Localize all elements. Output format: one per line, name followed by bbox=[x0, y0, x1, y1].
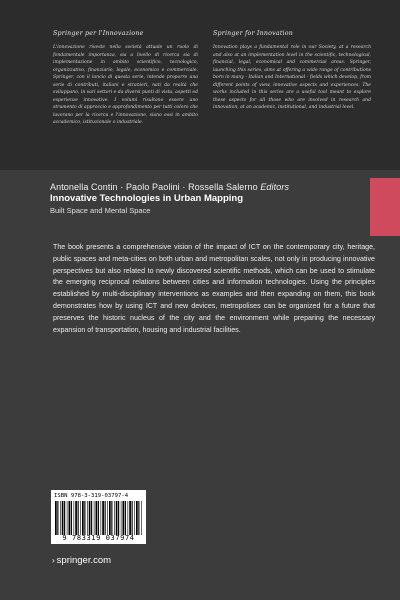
series-column-italian bbox=[53, 30, 198, 127]
barcode-bar bbox=[87, 501, 88, 535]
barcode-bar bbox=[121, 501, 122, 535]
barcode-bar bbox=[89, 501, 91, 535]
barcode-bar bbox=[98, 501, 99, 535]
book-subtitle: Built Space and Mental Space bbox=[50, 206, 151, 215]
barcode-bar bbox=[94, 501, 95, 535]
barcode-bar bbox=[78, 501, 79, 535]
barcode-bar bbox=[71, 501, 72, 535]
barcode-bar bbox=[105, 501, 106, 535]
barcode-bar bbox=[60, 501, 61, 535]
editors-label: Editors bbox=[260, 182, 290, 192]
barcode-bar bbox=[111, 501, 112, 535]
series-panel bbox=[0, 0, 400, 170]
barcode-bar bbox=[64, 501, 65, 535]
barcode-bar bbox=[55, 501, 57, 535]
book-title: Innovative Technologies in Urban Mapping bbox=[50, 193, 244, 204]
barcode-bar bbox=[84, 501, 85, 535]
barcode-bar bbox=[74, 501, 75, 535]
publisher-url: springer.com bbox=[56, 555, 112, 566]
series-text-italian: L'innovazione riveste nella società attuale un ruolo di fondamentale importanza, sia a livello di ricerca sia di implementazione in ambito scientifico, tecnologico, organizzativo, finanziario, legale, economico e commerciale. Springer, con il lancio di questa serie, intende proporre una serie di contributi, italiani e stranieri, nati da realtà che sviluppano, in vari settori e da diversi punti di vista, aspetti ed esperienze innovative. I volumi risultano essere uno strumento di approccio e approfondimento per tutti coloro che lavorano per la ricerca e l'innovazione, siano essi in ambito accademico, istituzionale o industriale. bbox=[53, 45, 198, 125]
barcode-bar bbox=[128, 501, 129, 535]
barcode-bar bbox=[123, 501, 125, 535]
barcode-bar bbox=[82, 501, 84, 535]
series-title-italian: Springer per l'Innovazione bbox=[53, 30, 144, 37]
barcode-bar bbox=[134, 501, 135, 535]
barcode-bar bbox=[96, 501, 98, 535]
barcode-bar bbox=[138, 501, 139, 535]
barcode-bar bbox=[136, 501, 138, 535]
barcode-bar bbox=[69, 501, 71, 535]
barcode-bar bbox=[118, 501, 119, 535]
barcode-bar bbox=[107, 501, 108, 535]
barcode-bar bbox=[57, 501, 58, 535]
barcode-bar bbox=[80, 501, 81, 535]
isbn-barcode bbox=[51, 490, 146, 544]
barcode-bar bbox=[114, 501, 115, 535]
series-column-english bbox=[213, 30, 371, 112]
barcode-bar bbox=[91, 501, 92, 535]
isbn-label: ISBN 978-3-319-03797-4 bbox=[54, 493, 129, 499]
barcode-bar bbox=[129, 501, 131, 535]
barcode-bar bbox=[109, 501, 111, 535]
barcode-bar bbox=[132, 501, 133, 535]
authors: Antonella Contin · Paolo Paolini · Rossella Salerno bbox=[50, 182, 258, 192]
book-header bbox=[50, 182, 350, 215]
publisher-link[interactable] bbox=[52, 555, 111, 566]
barcode-bar bbox=[125, 501, 126, 535]
series-title-english: Springer for Innovation bbox=[213, 30, 294, 37]
barcode-bar bbox=[102, 501, 104, 535]
author-line bbox=[50, 182, 350, 192]
barcode-bar bbox=[116, 501, 118, 535]
book-description: The book presents a comprehensive vision of the impact of ICT on the contemporary city, heritage, public spaces and meta-cities on both urban and metropolitan scales, not only in producing innovative perspectives but also related to newly discovered scientific methods, which can be used to stimulate the emerging reciprocal relations between cities and information technologies. Using the principles established by multi-disciplinary interventions as examples and then expanding on them, this book demonstrates how by using ICT and new devices, metropolises can be organized for a future that preserves the historic nucleus of the city and the environment while preparing the necessary expansion of transportation, housing and industrial facilities. bbox=[53, 243, 375, 334]
series-text-english: Innovation plays a fundamental role in our Society, at a research and also at an implementation level in the scientific, technological, financial, legal, economical and commercial areas. Springer, launching this series, aims at offering a wide range of contributions born in many - Italian and International - fields which develop, from different points of view, innovative aspects and experiences. The works included in this series are a useful tool meant to explore these aspects for all those who are involved in research and innovation, at an academic, institutional, and industrial level. bbox=[213, 45, 371, 110]
barcode-bar bbox=[62, 501, 64, 535]
barcode-bar bbox=[101, 501, 102, 535]
barcode-bar bbox=[67, 501, 68, 535]
barcode-digits: 9 783319 037974 bbox=[62, 534, 135, 542]
barcode-bar bbox=[75, 501, 77, 535]
barcode-bars bbox=[55, 501, 142, 535]
chevron-right-icon: › bbox=[52, 556, 55, 565]
barcode-bar bbox=[141, 501, 142, 535]
accent-bar bbox=[370, 178, 400, 236]
